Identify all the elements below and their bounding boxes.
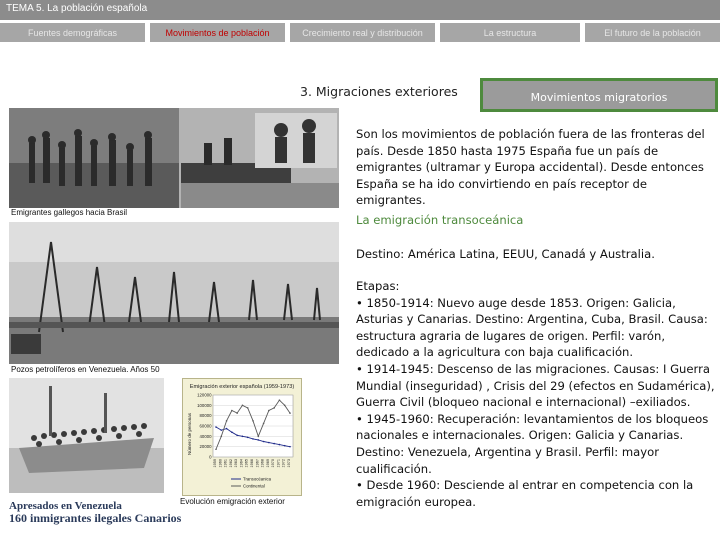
etapas-title: Etapas: [356,279,400,293]
chart-point-0 [289,446,291,448]
caption-emigrantes: Emigrantes gallegos hacia Brasil [11,208,128,217]
chart-legend-label: Transocéanica [243,476,272,482]
chart-ytick-label: 40000 [199,433,212,439]
chart-point-0 [284,445,286,447]
section-title: 3. Migraciones exteriores [300,84,458,99]
intro-paragraph: Son los movimientos de población fuera de las fronteras del país. Desde 1850 hasta 1975 España fue un país de emigrantes (ultramar y Europa accidental). Desde entonces España se ha ido convirtiendo en país receptor de emigrantes. [356,127,705,208]
chart-point-1 [273,407,275,409]
emigration-chart-svg [183,379,301,495]
tab-crecimiento[interactable]: Crecimiento real y distribución [290,23,435,42]
chart-ytick-label: 120000 [197,392,212,398]
chart-ytick-label: 0 [209,454,212,460]
chart-point-0 [236,435,238,437]
etapas-block [356,278,716,510]
chart-point-1 [284,405,286,407]
etapa-1850-1914: • 1850-1914: Nuevo auge desde 1853. Origen: Galicia, Asturias y Canarias. Destino: Argentina, Cuba, Brasil. Causa: estructura agraria de lugares de origen. Perfil: varón, dedicado a la agricultura con baja cualificación. [356,295,708,360]
chart-point-1 [247,407,249,409]
etapa-1945-1960: • 1945-1960: Recuperación: levantamientos de los bloqueos nacionales e internacionales. Origen: Galicia y Canarias. Destino: Venezuela, Argentina y Brasil. Perfil: mayor cualificación. [356,411,709,476]
chart-point-1 [257,436,259,438]
chart-point-0 [242,436,244,438]
chart-point-1 [226,420,228,422]
chart-point-1 [220,436,222,438]
chart-xtick-label: 1960 [218,459,223,468]
chart-point-0 [263,441,265,443]
chart-point-1 [242,405,244,407]
page-title: TEMA 5. La población española [6,3,148,14]
destino-text: Destino: América Latina, EEUU, Canadá y Australia. [356,247,655,261]
etapa-1914-1945: • 1914-1945: Descenso de las migraciones. Causas: I Guerra Mundial (inseguridad) , Crisis del 29 (efectos en Sudamérica), Guerra Civil (bloqueo nacional e internacional) –exiliados. [356,361,715,410]
apresados-subtitle: 160 inmigrantes ilegales Canarios [9,511,182,525]
chart-xtick-label: 1966 [250,459,254,468]
caption-chart: Evolución emigración exterior [180,497,285,506]
chart-point-1 [289,412,291,414]
chart-point-0 [220,429,222,431]
chart-ytick-label: 20000 [199,444,212,450]
chart-xtick-label: 1967 [255,459,260,468]
nav-bar [0,20,720,44]
etapa-desde-1960: • Desde 1960: Desciende al entrar en competencia con la emigración europea. [356,478,694,509]
movimientos-migratorios-button[interactable]: Movimientos migratorios [480,78,718,112]
chart-ytick-label: 60000 [199,423,212,429]
chart-xtick-label: 1969 [265,459,270,468]
chart-point-0 [257,439,259,441]
chart-point-1 [268,410,270,412]
chart-xtick-label: 1968 [260,459,265,468]
chart-point-1 [231,410,233,412]
tab-fuentes[interactable]: Fuentes demográficas [0,23,145,42]
photo-pozos-petroliferos [9,222,339,364]
tab-movimientos[interactable]: Movimientos de población [150,23,285,42]
chart-point-0 [215,426,217,428]
chart-xtick-label: 1973 [287,459,291,468]
chart-xtick-label: 1971 [276,459,281,468]
subheading-transoceanica: La emigración transoceánica [356,213,524,227]
caption-pozos: Pozos petrolíferos en Venezuela. Años 50 [11,365,160,374]
chart-point-1 [252,420,254,422]
photo-emigrantes-gallegos [9,108,339,208]
chart-xtick-label: 1970 [271,459,276,468]
chart-xtick-label: 1959 [213,459,217,468]
chart-xtick-label: 1961 [223,459,228,468]
apresados-caption-block [9,500,209,524]
chart-point-0 [268,442,270,444]
chart-point-0 [226,428,228,430]
title-bar [0,0,720,20]
chart-xtick-label: 1965 [244,459,249,468]
emigration-chart [182,378,302,496]
chart-ytick-label: 100000 [197,402,212,408]
chart-xtick-label: 1963 [234,459,239,468]
chart-point-0 [279,444,281,446]
chart-xtick-label: 1972 [281,459,286,468]
chart-xtick-label: 1962 [228,459,233,468]
apresados-title: Apresados en Venezuela [9,500,122,512]
photo-apresados-venezuela [9,378,164,493]
chart-point-0 [273,443,275,445]
chart-point-1 [263,423,265,425]
chart-point-0 [252,438,254,440]
chart-point-1 [215,448,217,450]
chart-legend-label: Continental [243,483,265,489]
tab-estructura[interactable]: La estructura [440,23,580,42]
chart-title: Emigración exterior española (1959-1973) [189,384,295,390]
chart-point-1 [236,412,238,414]
chart-point-1 [279,399,281,401]
chart-point-0 [231,431,233,433]
chart-xtick-label: 1964 [239,459,244,468]
tab-futuro[interactable]: El futuro de la población [585,23,720,42]
chart-ylabel: Número de personas [187,412,192,456]
chart-ytick-label: 80000 [199,413,212,419]
chart-point-0 [247,437,249,439]
